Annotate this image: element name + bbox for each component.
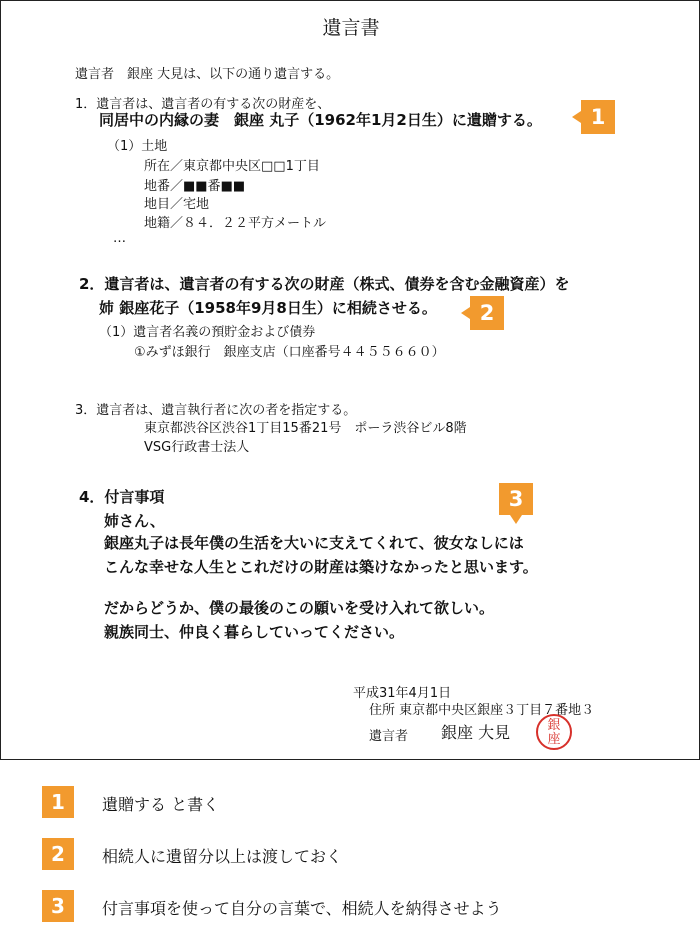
item4-p2-line2: 親族同士、仲良く暮らしていってください。 [104, 623, 405, 641]
item1-area: 地籍／８４．２２平方メートル [144, 216, 327, 231]
item2-line1: 2．遺言者は、遺言者の有する次の財産（株式、債券を含む金融資産）を [79, 275, 570, 293]
legend-badge-1: 1 [42, 786, 74, 818]
annotation-badge-2: 2 [470, 296, 504, 330]
item4-p1-line2: こんな幸せな人生とこれだけの財産は築けなかったと思います。 [104, 558, 538, 576]
item3-address: 東京都渋谷区渋谷1丁目15番21号 ポーラ渋谷ビル8階 [144, 421, 467, 436]
item2-sub-heading: （1）遺言者名義の預貯金および債券 [99, 325, 316, 340]
item1-address: 所在／東京都中央区□□1丁目 [144, 159, 320, 174]
legend-text-2: 相続人に遺留分以上は渡しておく [102, 847, 343, 866]
item4-greeting: 姉さん、 [104, 512, 165, 530]
seal-char-2: 座 [547, 732, 561, 747]
signer-label: 遺言者 [369, 729, 409, 744]
annotation-badge-1: 1 [581, 100, 615, 134]
item4-p2-line1: だからどうか、僕の最後のこの願いを受け入れて欲しい。 [104, 599, 495, 617]
item1-sub-heading: （1）土地 [107, 139, 168, 154]
seal-char-1: 銀 [547, 718, 561, 733]
legend-text-3: 付言事項を使って自分の言葉で、相続人を納得させよう [102, 899, 502, 918]
legend-badge-2: 2 [42, 838, 74, 870]
item1-category: 地目／宅地 [144, 197, 210, 212]
signature-address: 住所 東京都中央区銀座３丁目７番地３ [369, 703, 595, 718]
item1-ellipsis: … [113, 231, 126, 246]
item2-line2: 姉 銀座花子（1958年9月8日生）に相続させる。 [99, 299, 437, 317]
item1-lot: 地番／■■番■■ [144, 179, 246, 194]
annotation-badge-3: 3 [499, 483, 533, 515]
item2-bank: ①みずほ銀行 銀座支店（口座番号４４５５６６０） [134, 345, 445, 360]
item3-line1: 3．遺言者は、遺言執行者に次の者を指定する。 [75, 403, 357, 418]
item1-line1: 1．遺言者は、遺言者の有する次の財産を、 [75, 97, 331, 112]
item4-p1-line1: 銀座丸子は長年僕の生活を大いに支えてくれて、彼女なしには [104, 534, 524, 552]
document-title: 遺言書 [322, 17, 380, 39]
hanko-seal [536, 714, 572, 750]
signature-date: 平成31年4月1日 [353, 686, 452, 701]
item3-executor: VSG行政書士法人 [144, 440, 250, 455]
item1-line2: 同居中の内縁の妻 銀座 丸子（1962年1月2日生）に遺贈する。 [99, 111, 542, 129]
signer-name: 銀座 大見 [441, 723, 511, 742]
legend-badge-3: 3 [42, 890, 74, 922]
item4-heading: 4．付言事項 [79, 488, 165, 506]
intro-text: 遺言者 銀座 大見は、以下の通り遺言する。 [75, 67, 340, 82]
legend-text-1: 遺贈する と書く [102, 795, 220, 814]
